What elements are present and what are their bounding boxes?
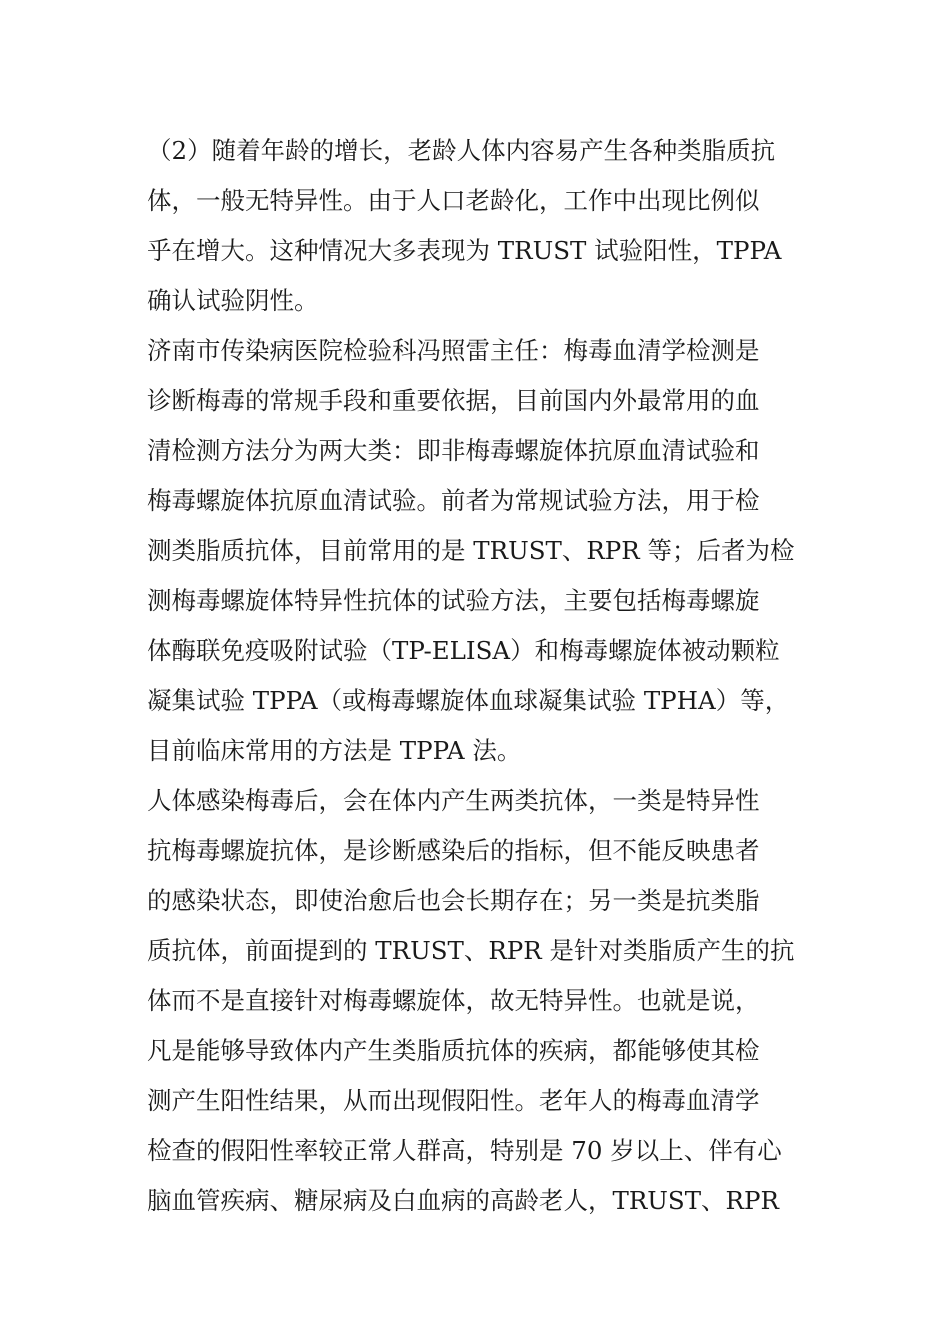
text-line: 质抗体，前面提到的 TRUST、RPR 是针对类脂质产生的抗 xyxy=(147,936,795,965)
text-line: 确认试验阴性。 xyxy=(147,286,319,315)
text-line: 抗梅毒螺旋抗体，是诊断感染后的指标，但不能反映患者 xyxy=(147,836,760,865)
text-line: 体酶联免疫吸附试验（TP-ELISA）和梅毒螺旋体被动颗粒 xyxy=(147,636,780,665)
document-body xyxy=(147,126,802,1226)
text-line: 测梅毒螺旋体特异性抗体的试验方法，主要包括梅毒螺旋 xyxy=(147,586,760,615)
text-line: 检查的假阳性率较正常人群高，特别是 70 岁以上、伴有心 xyxy=(147,1136,782,1165)
paragraph-serology-methods xyxy=(147,326,802,776)
text-line: 体而不是直接针对梅毒螺旋体，故无特异性。也就是说， xyxy=(147,986,760,1015)
text-line: 诊断梅毒的常规手段和重要依据，目前国内外最常用的血 xyxy=(147,386,760,415)
text-line: 乎在增大。这种情况大多表现为 TRUST 试验阳性，TPPA xyxy=(147,236,782,265)
text-line: 凡是能够导致体内产生类脂质抗体的疾病，都能够使其检 xyxy=(147,1036,760,1065)
text-line: 脑血管疾病、糖尿病及白血病的高龄老人，TRUST、RPR xyxy=(147,1186,779,1215)
text-line: 的感染状态，即使治愈后也会长期存在；另一类是抗类脂 xyxy=(147,886,760,915)
text-line: 济南市传染病医院检验科冯照雷主任：梅毒血清学检测是 xyxy=(147,336,760,365)
text-line: 梅毒螺旋体抗原血清试验。前者为常规试验方法，用于检 xyxy=(147,486,760,515)
text-line: 清检测方法分为两大类：即非梅毒螺旋体抗原血清试验和 xyxy=(147,436,760,465)
text-line: （2）随着年龄的增长，老龄人体内容易产生各种类脂质抗 xyxy=(147,136,776,165)
paragraph-age-antibodies xyxy=(147,126,802,326)
text-line: 目前临床常用的方法是 TPPA 法。 xyxy=(147,736,522,765)
text-line: 测产生阳性结果，从而出现假阳性。老年人的梅毒血清学 xyxy=(147,1086,760,1115)
paragraph-two-antibody-types xyxy=(147,776,802,1226)
text-line: 体，一般无特异性。由于人口老龄化，工作中出现比例似 xyxy=(147,186,760,215)
text-line: 凝集试验 TPPA（或梅毒螺旋体血球凝集试验 TPHA）等， xyxy=(147,686,790,715)
text-line: 人体感染梅毒后，会在体内产生两类抗体，一类是特异性 xyxy=(147,786,760,815)
text-line: 测类脂质抗体，目前常用的是 TRUST、RPR 等；后者为检 xyxy=(147,536,795,565)
